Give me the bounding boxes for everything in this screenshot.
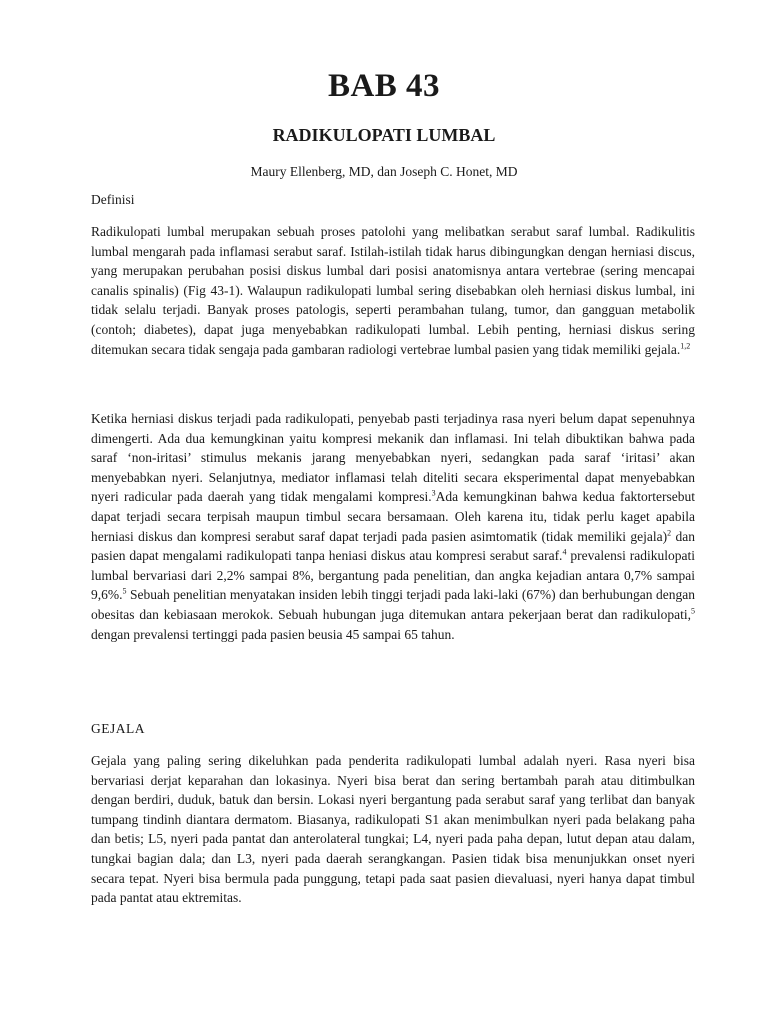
paragraph-text: prevalensi radikulopati lumbal bervariasi dari 2,2% sampai 8%, bergantung pada penelitian, dan angka kejadian antara 0,7% sampai 9,6%. xyxy=(91,548,695,603)
citation-ref: 1,2 xyxy=(680,341,691,351)
paragraph-text: dengan prevalensi tertinggi pada pasien beusia 45 sampai 65 tahun. xyxy=(91,626,455,642)
paragraph-text: Gejala yang paling sering dikeluhkan pada penderita radikulopati lumbal adalah nyeri. Rasa nyeri bisa bervariasi derjat keparahan dan lokasinya. Nyeri bisa berat dan sering bertambah parah atau ditimbulkan dengan berdiri, duduk, batuk dan bersin. Lokasi nyeri bergantung pada serabut saraf yang terlibat dan banyak tumpang tindinh diantara dermatom. Biasanya, radikulopati S1 akan menimbulkan nyeri pada belakang paha dan betis; L5, nyeri pada pantat dan anterolateral tungkai; L4, nyeri pada paha depan, lutut depan atau dalam, tungkai bagian dala; dan L3, nyeri pada daerah serangkangan. Pasien tidak bisa menunjukkan onset nyeri secara tepat. Nyeri bisa bermula pada punggung, tetapi pada saat pasien dievaluasi, nyeri hanya dapat timbul pada pantat atau ektremitas. xyxy=(91,753,695,906)
chapter-title: RADIKULOPATI LUMBAL xyxy=(272,125,496,145)
section-heading-definisi: Definisi xyxy=(91,192,135,207)
paragraph-definisi xyxy=(91,222,695,359)
paragraph-etiologi xyxy=(91,409,695,644)
paragraph-text: Radikulopati lumbal merupakan sebuah proses patolohi yang melibatkan serabut saraf lumbal. Radikulitis lumbal mengarah pada inflamasi serabut saraf. Istilah-istilah tidak harus dibingungkan dengan herniasi discus, yang merupakan perubahan posisi diskus lumbal dari posisi anatomisnya antara vertebrae (sering mencapai canalis spinalis) (Fig 43-1). Walaupun radikulopati lumbal sering disebabkan oleh herniasi diskus lumbal, ini tidak selalu terjadi. Banyak proses patologis, seperti perambahan tulang, tumor, dan gangguan metabolik (contoh; diabetes), dapat juga menyebabkan radikulopati lumbal. Lebih penting, herniasi diskus sering ditemukan secara tidak sengaja pada gambaran radiologi vertebrae lumbal pasien yang tidak memiliki gejala. xyxy=(91,224,695,357)
citation-ref: 2 xyxy=(667,528,672,538)
citation-ref: 5 xyxy=(691,606,695,616)
paragraph-gejala xyxy=(91,751,695,908)
authors-line: Maury Ellenberg, MD, dan Joseph C. Honet, MD xyxy=(250,164,518,179)
citation-ref: 5 xyxy=(122,586,127,596)
paragraph-text: dan pasien dapat mengalami radikulopati tanpa heniasi diskus atau kompresi serabut saraf. xyxy=(91,528,695,564)
section-heading-gejala: GEJALA xyxy=(91,721,145,736)
paragraph-text: Ada kemungkinan bahwa kedua faktortersebut dapat terjadi secara terpisah maupun timbul secara bersamaan. Oleh karena itu, tidak perlu kaget apabila herniasi diskus dan kompresi serabut saraf dapat terjadi pada pasien asimtomatik (tidak memiliki gejala) xyxy=(91,489,695,544)
chapter-heading: BAB 43 xyxy=(327,68,441,104)
citation-ref: 3 xyxy=(431,488,436,498)
paragraph-text: Sebuah penelitian menyatakan insiden lebih tinggi terjadi pada laki-laki (67%) dan berhubungan dengan obesitas dan kebiasaan merokok. Sebuah hubungan juga ditemukan antara pekerjaan berat dan radikulopati, xyxy=(91,587,695,622)
citation-ref: 4 xyxy=(562,547,567,557)
paragraph-text: Ketika herniasi diskus terjadi pada radikulopati, penyebab pasti terjadinya rasa nyeri belum dapat sepenuhnya dimengerti. Ada dua kemungkinan yaitu kompresi mekanik dan inflamasi. Ini telah dibuktikan bahwa pada saraf ‘non-iritasi’ stimulus mekanis jarang menyebabkan nyeri, sedangkan pada saraf ‘iritasi’ akan menyebabkan nyeri. Selanjutnya, mediator inflamasi telah diteliti secara eksperimental dapat menyebabkan nyeri radicular pada daerah yang tidak mengalami kompresi. xyxy=(91,411,695,505)
